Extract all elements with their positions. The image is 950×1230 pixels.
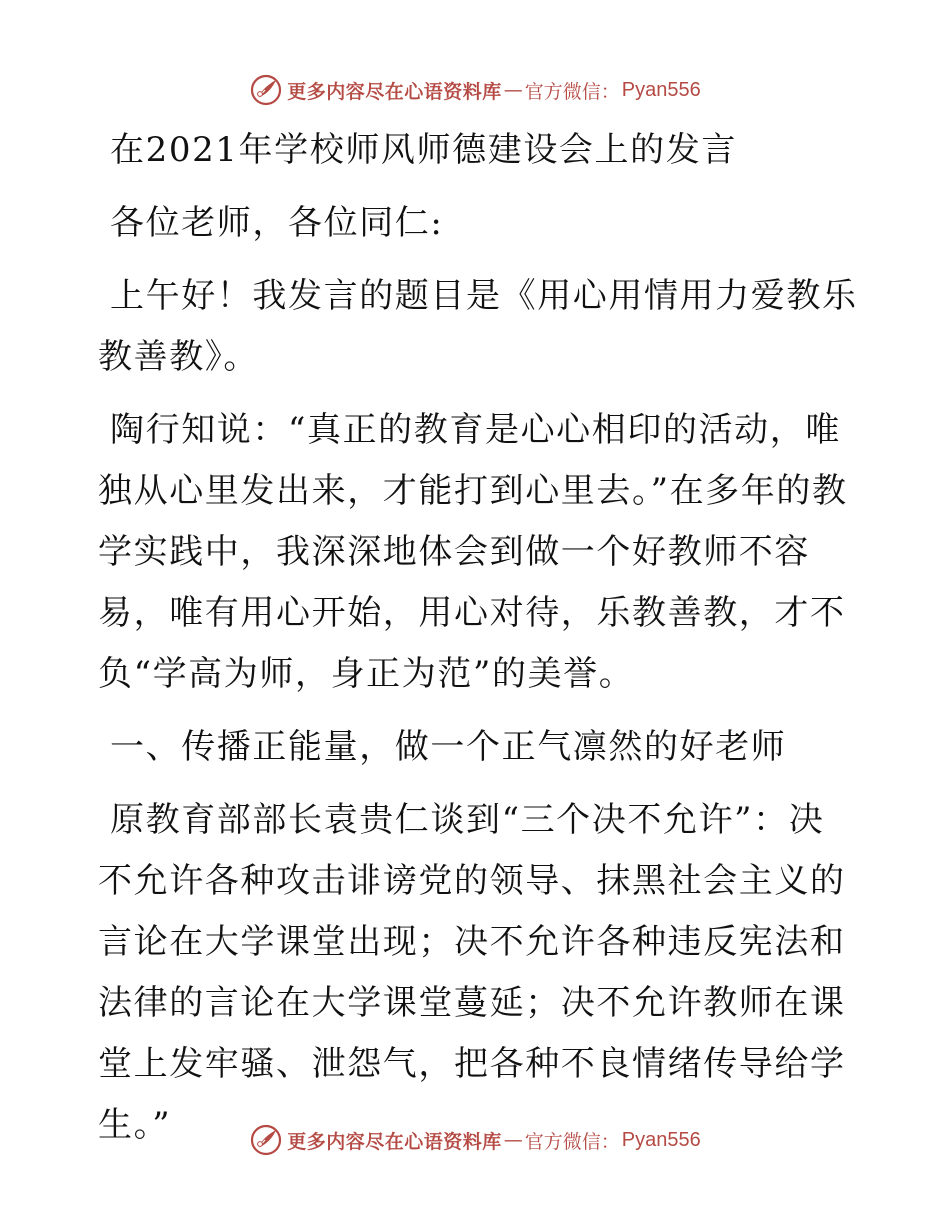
watermark-site-text: 更多内容尽在心语资料库 (287, 80, 502, 103)
paragraph-greeting: 上午好！我发言的题目是《用心用情用力爱教乐教善教》。 (98, 276, 858, 377)
watermark-banner-bottom (0, 1120, 950, 1160)
quill-pen-logo-icon (249, 1123, 283, 1157)
salutation: 各位老师，各位同仁: (110, 203, 444, 243)
watermark-site-text: 更多内容尽在心语资料库 (287, 1130, 502, 1153)
watermark-banner-top (0, 70, 950, 110)
section-heading: 一、传播正能量，做一个正气凛然的好老师 (110, 727, 787, 767)
watermark-separator: — (503, 1129, 523, 1151)
paragraph-quote: 陶行知说：“真正的教育是心心相印的活动，唯独从心里发出来，才能打到心里去。”在多年的教学实践中，我深深地体会到做一个好教师不容易，唯有用心开始，用心对待，乐教善教，才不负“学高为师，身正为范”的美誉。 (98, 410, 848, 694)
document-body (98, 120, 858, 1168)
quill-pen-logo-icon (249, 73, 283, 107)
paragraph-three-prohibitions: 原教育部部长袁贵仁谈到“三个决不允许”：决不允许各种攻击诽谤党的领导、抹黑社会主义的言论在大学课堂出现；决不允许各种违反宪法和法律的言论在大学课堂蔓延；决不允许教师在课堂上发牢骚、泄怨气，把各种不良情绪传导给学生。” (98, 800, 846, 1145)
watermark-wechat-handle: Pyan556 (621, 1128, 701, 1151)
watermark-wechat-label: 官方微信： (524, 80, 620, 103)
document-title: 在2021年学校师风师德建设会上的发言 (110, 130, 737, 170)
watermark-separator: — (503, 79, 523, 101)
watermark-wechat-label: 官方微信： (524, 1130, 620, 1153)
watermark-wechat-handle: Pyan556 (621, 78, 701, 101)
